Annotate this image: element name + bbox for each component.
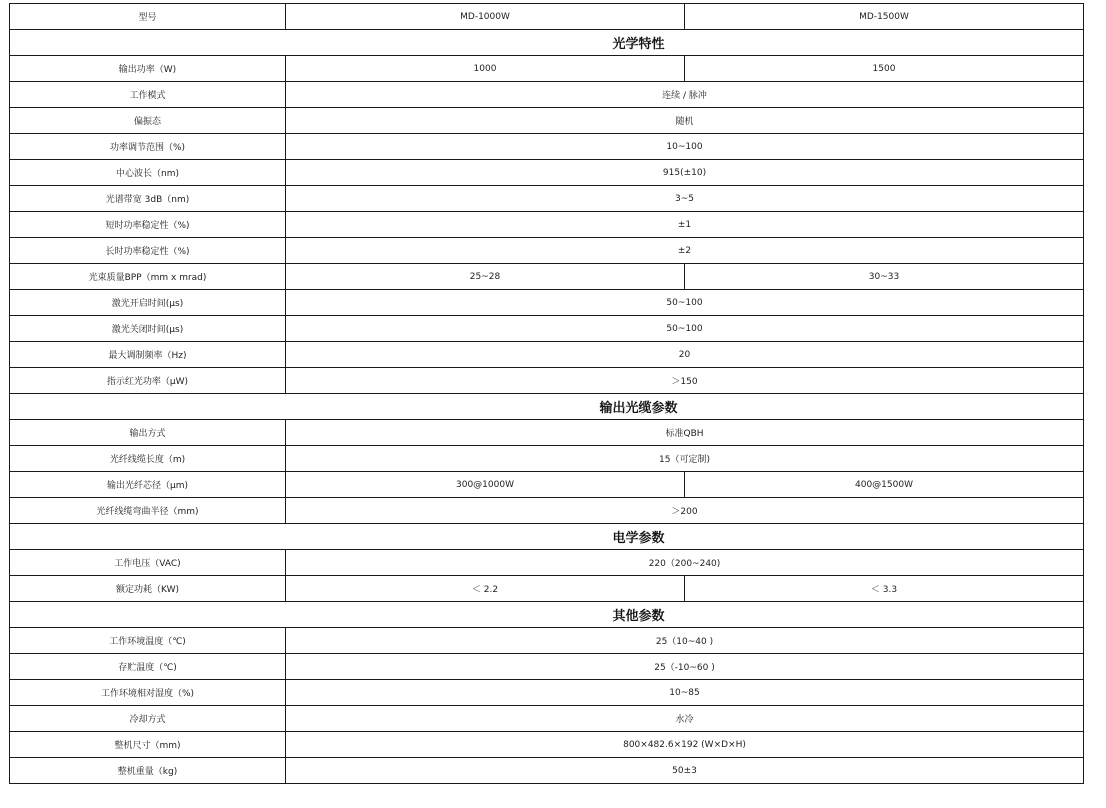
row-label: 激光关闭时间(μs)	[10, 316, 286, 342]
model-1500w: MD-1500W	[685, 4, 1084, 30]
row-value: 10~100	[286, 134, 1084, 160]
row-value: 50~100	[286, 290, 1084, 316]
table-row	[10, 316, 1084, 342]
row-label: 输出方式	[10, 420, 286, 446]
row-value: ＞200	[286, 498, 1084, 524]
row-label: 冷却方式	[10, 706, 286, 732]
row-value: 10~85	[286, 680, 1084, 706]
row-label: 工作环境相对湿度（%)	[10, 680, 286, 706]
row-label: 短时功率稳定性（%)	[10, 212, 286, 238]
row-value-1500w: 400@1500W	[685, 472, 1084, 498]
row-value: ＞150	[286, 368, 1084, 394]
table-row	[10, 108, 1084, 134]
row-value-1000w: 1000	[286, 56, 685, 82]
row-label: 存贮温度（℃)	[10, 654, 286, 680]
section-title-optical: 光学特性	[612, 37, 665, 52]
row-value: 随机	[286, 108, 1084, 134]
table-row	[10, 264, 1084, 290]
table-row	[10, 576, 1084, 602]
table-row	[10, 680, 1084, 706]
model-1000w: MD-1000W	[286, 4, 685, 30]
row-value: 25（10~40 )	[286, 628, 1084, 654]
table-row	[10, 56, 1084, 82]
table-row-model	[10, 4, 1084, 30]
row-label: 长时功率稳定性（%)	[10, 238, 286, 264]
table-row	[10, 420, 1084, 446]
row-value-1500w: 30~33	[685, 264, 1084, 290]
row-label: 最大调制频率（Hz)	[10, 342, 286, 368]
row-value: 3~5	[286, 186, 1084, 212]
spec-table	[9, 3, 1084, 784]
table-row	[10, 706, 1084, 732]
table-row	[10, 446, 1084, 472]
table-row	[10, 368, 1084, 394]
row-label: 输出功率（W)	[10, 56, 286, 82]
row-label: 工作环境温度（℃)	[10, 628, 286, 654]
row-value-1000w: ＜ 2.2	[286, 576, 685, 602]
section-title-cable: 输出光缆参数	[599, 401, 678, 416]
row-value: 标准QBH	[286, 420, 1084, 446]
section-other	[10, 602, 1084, 628]
table-row	[10, 82, 1084, 108]
row-label: 额定功耗（KW)	[10, 576, 286, 602]
table-row	[10, 186, 1084, 212]
table-row	[10, 758, 1084, 784]
table-row	[10, 472, 1084, 498]
section-electrical	[10, 524, 1084, 550]
row-label: 中心波长（nm)	[10, 160, 286, 186]
row-label: 功率调节范围（%)	[10, 134, 286, 160]
table-row	[10, 212, 1084, 238]
row-label: 工作模式	[10, 82, 286, 108]
section-title-other: 其他参数	[612, 609, 665, 624]
table-row	[10, 160, 1084, 186]
row-label: 光纤线缆长度（m)	[10, 446, 286, 472]
row-value: 220（200~240)	[286, 550, 1084, 576]
row-value-1500w: ＜ 3.3	[685, 576, 1084, 602]
row-label: 输出光纤芯径（μm)	[10, 472, 286, 498]
table-row	[10, 342, 1084, 368]
row-label: 偏振态	[10, 108, 286, 134]
row-value: ±1	[286, 212, 1084, 238]
row-value-1000w: 25~28	[286, 264, 685, 290]
table-row	[10, 628, 1084, 654]
table-row	[10, 498, 1084, 524]
row-value-1500w: 1500	[685, 56, 1084, 82]
row-value: 800×482.6×192 (W×D×H)	[286, 732, 1084, 758]
table-row	[10, 238, 1084, 264]
section-optical	[10, 30, 1084, 56]
row-value: 20	[286, 342, 1084, 368]
row-label: 整机重量（kg)	[10, 758, 286, 784]
section-cable	[10, 394, 1084, 420]
row-value: ±2	[286, 238, 1084, 264]
row-label: 整机尺寸（mm)	[10, 732, 286, 758]
table-row	[10, 134, 1084, 160]
row-value: 50±3	[286, 758, 1084, 784]
row-value: 水冷	[286, 706, 1084, 732]
row-value: 50~100	[286, 316, 1084, 342]
row-label: 光谱带宽 3dB（nm)	[10, 186, 286, 212]
table-row	[10, 290, 1084, 316]
model-label: 型号	[10, 4, 286, 30]
table-row	[10, 732, 1084, 758]
section-title-electrical: 电学参数	[612, 531, 665, 546]
row-value: 25（-10~60 )	[286, 654, 1084, 680]
row-label: 光束质量BPP（mm x mrad)	[10, 264, 286, 290]
row-label: 光纤线缆弯曲半径（mm)	[10, 498, 286, 524]
table-row	[10, 654, 1084, 680]
row-value: 915(±10)	[286, 160, 1084, 186]
row-label: 工作电压（VAC)	[10, 550, 286, 576]
row-label: 指示红光功率（μW)	[10, 368, 286, 394]
row-label: 激光开启时间(μs)	[10, 290, 286, 316]
row-value: 15（可定制)	[286, 446, 1084, 472]
table-row	[10, 550, 1084, 576]
row-value-1000w: 300@1000W	[286, 472, 685, 498]
row-value: 连续 / 脉冲	[286, 82, 1084, 108]
